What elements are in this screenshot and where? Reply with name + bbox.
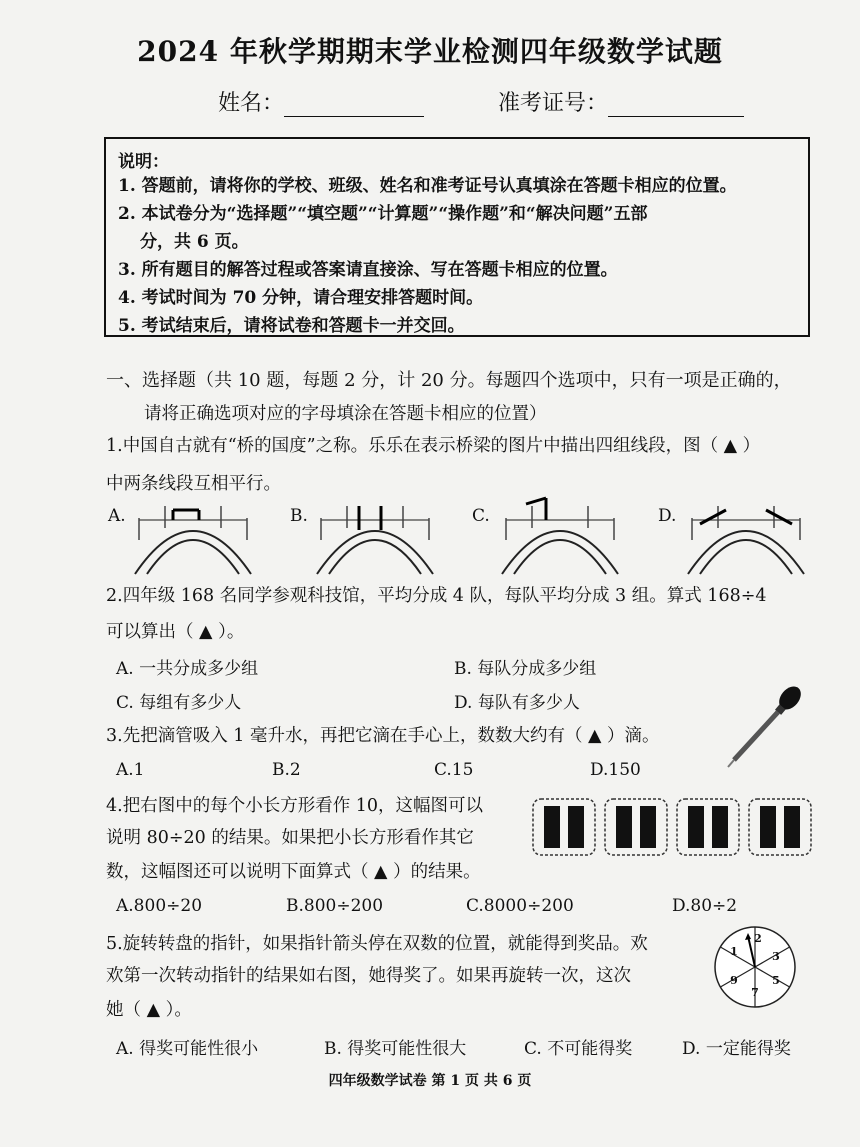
q1-option-d-label: D. [658,506,677,526]
spinner-number: 9 [730,974,738,987]
section-heading: 一、选择题（共 10 题，每题 2 分，计 20 分。每题四个选项中，只有一项是正确的， [106,370,792,391]
q5-stem-line1: 5.旋转转盘的指针，如果指针箭头停在双数的位置，就能得到奖品。欢 [106,934,648,954]
instruction-line: 2. 本试卷分为“选择题”“填空题”“计算题”“操作题”和“解决问题”五部 [118,204,648,224]
q3-option-c: C.15 [434,760,474,780]
q5-option-c: C. 不可能得奖 [524,1039,633,1059]
instructions-box [104,137,810,337]
q5-option-b: B. 得奖可能性很大 [324,1039,467,1059]
q1-option-b-label: B. [290,506,308,526]
page-footer: 四年级数学试卷 第 1 页 共 6 页 [328,1073,532,1089]
bridge-figure-d [686,496,806,576]
q4-option-d: D.80÷2 [672,896,738,916]
q4-stem-line1: 4.把右图中的每个小长方形看作 10，这幅图可以 [106,796,484,816]
spinner-figure [712,924,798,1010]
q2-stem-line2: 可以算出（ ▲ ）。 [106,622,245,642]
q5-stem-line3: 她（ ▲ ）。 [106,1000,192,1020]
q2-option-d: D. 每队有多少人 [454,693,580,713]
spinner-number: 2 [754,932,762,945]
exam-id-label: 准考证号： [498,91,609,116]
page-title: 2024 年秋学期期末学业检测四年级数学试题 [137,35,723,68]
q2-stem-line1: 2.四年级 168 名同学参观科技馆，平均分成 4 队，每队平均分成 3 组。算式 168÷4 [106,586,767,606]
q2-option-a: A. 一共分成多少组 [116,659,259,679]
instruction-line: 4. 考试时间为 70 分钟，请合理安排答题时间。 [118,288,484,308]
spinner-number: 1 [730,945,738,958]
q1-option-a-label: A. [108,506,126,526]
bridge-figure-b [315,496,435,576]
instruction-line: 5. 考试结束后，请将试卷和答题卡一并交回。 [118,316,465,336]
instruction-line: 1. 答题前，请将你的学校、班级、姓名和准考证号认真填涂在答题卡相应的位置。 [118,176,737,196]
bridge-figure-c [500,496,620,576]
exam-id-blank-line [608,94,744,117]
q5-option-d: D. 一定能得奖 [682,1039,791,1059]
q1-option-c-label: C. [472,506,490,526]
name-field [218,86,424,117]
q4-option-c: C.8000÷200 [466,896,574,916]
name-blank-line [284,94,424,117]
spinner-number: 7 [751,986,759,999]
q2-option-c: C. 每组有多少人 [116,693,242,713]
instruction-line: 3. 所有题目的解答过程或答案请直接涂、写在答题卡相应的位置。 [118,260,618,280]
q1-stem-line1: 1.中国自古就有“桥的国度”之称。乐乐在表示桥梁的图片中描出四组线段，图（ ▲ ） [106,436,761,456]
q4-option-b: B.800÷200 [286,896,384,916]
q3-stem-line1: 3.先把滴管吸入 1 毫升水，再把它滴在手心上，数数大约有（ ▲ ）滴。 [106,726,660,746]
q2-option-b: B. 每队分成多少组 [454,659,597,679]
q3-option-d: D.150 [590,760,641,780]
q4-stem-line3: 数，这幅图还可以说明下面算式（ ▲ ）的结果。 [106,862,481,882]
spinner-number: 3 [772,950,780,963]
dropper-figure [720,680,810,770]
q3-option-a: A.1 [116,760,145,780]
instructions-heading: 说明： [118,152,169,172]
rectangle-groups-figure [530,796,814,858]
q4-stem-line2: 说明 80÷20 的结果。如果把小长方形看作其它 [106,828,474,848]
spinner-number: 5 [772,974,780,987]
section-heading-cont: 请将正确选项对应的字母填涂在答题卡相应的位置） [144,404,547,424]
bridge-figure-a [133,496,253,576]
q5-option-a: A. 得奖可能性很小 [116,1039,259,1059]
q3-option-b: B.2 [272,760,301,780]
q1-stem-line2: 中两条线段互相平行。 [106,474,281,494]
q4-option-a: A.800÷20 [116,896,203,916]
name-label: 姓名： [218,91,285,116]
q5-stem-line2: 欢第一次转动指针的结果如右图，她得奖了。如果再旋转一次，这次 [106,966,631,986]
exam-id-field [498,86,744,117]
instruction-line: 分，共 6 页。 [140,232,249,252]
